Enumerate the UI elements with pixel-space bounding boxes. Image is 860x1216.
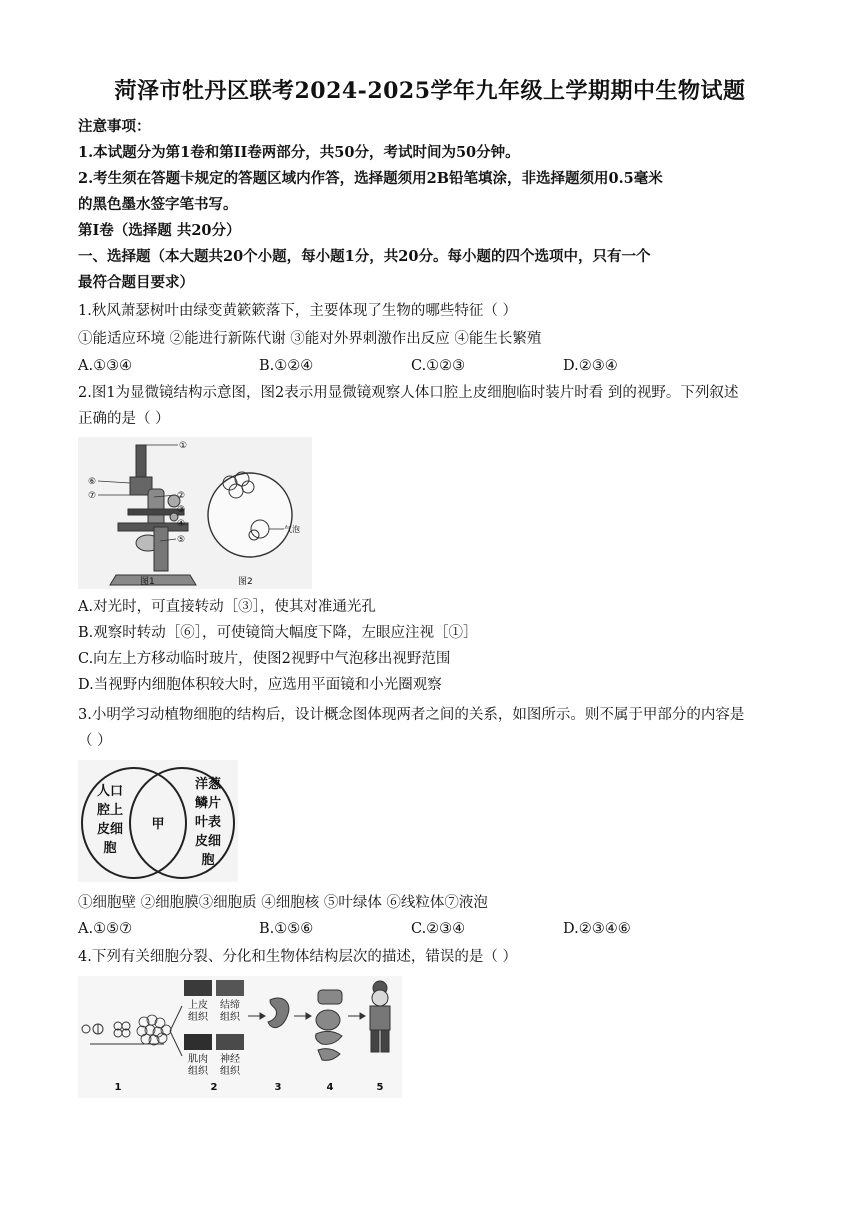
venn-right-line-3: 叶表 <box>194 815 222 830</box>
section-instructions-a: 一、选择题（本大题共20个小题，每小题1分，共20分。每小题的四个选项中，只有一个 <box>78 248 651 265</box>
q3-option-b: B.①⑤⑥ <box>259 921 314 937</box>
q2-option-b: B.观察时转动［⑥］，可使镜筒大幅度下降，左眼应注视［①］ <box>78 625 478 641</box>
q2-option-d: D.当视野内细胞体积较大时，应选用平面镜和小光圈观察 <box>78 677 442 693</box>
stage-label-4: 4 <box>326 1082 334 1093</box>
fig1-label-3: ③ <box>177 505 186 515</box>
q1-stem: 1.秋风萧瑟树叶由绿变黄簌簌落下，主要体现了生物的哪些特征（ ） <box>78 303 517 319</box>
q1-option-d: D.②③④ <box>563 358 618 374</box>
tissue-nerve: 神经 <box>220 1054 240 1065</box>
q1-option-a: A.①③④ <box>78 358 133 374</box>
structure-levels-figure <box>78 976 402 1098</box>
fig1-label-5: ⑤ <box>177 535 186 545</box>
stage-label-5: 5 <box>376 1082 384 1093</box>
tissue-connective-2: 组织 <box>220 1012 240 1023</box>
bubble-label: 气泡 <box>284 525 300 534</box>
notice-heading: 注意事项： <box>78 118 151 135</box>
q2-stem-a: 2.图1为显微镜结构示意图，图2表示用显微镜观察人体口腔上皮细胞临时装片时看 到的视野。下列叙述 <box>78 385 739 401</box>
tissue-nerve-2: 组织 <box>220 1066 240 1077</box>
venn-left-line-3: 皮细 <box>96 822 124 837</box>
venn-right-line-1: 洋葱 <box>194 777 222 792</box>
stage-label-1: 1 <box>114 1082 122 1093</box>
fig1-label-4: ④ <box>177 519 186 529</box>
venn-left-line-1: 人口 <box>96 784 124 799</box>
tissue-epithelial: 上皮 <box>188 1000 208 1011</box>
notice-item-2a: 2.考生须在答题卡规定的答题区域内作答，选择题须用2B铅笔填涂，非选择题须用0.5毫米 <box>78 170 663 187</box>
q1-features: ①能适应环境 ②能进行新陈代谢 ③能对外界刺激作出反应 ④能生长繁殖 <box>78 331 542 347</box>
venn-right-line-5: 胞 <box>201 853 215 868</box>
q1-option-b: B.①②④ <box>259 358 314 374</box>
venn-left-line-4: 胞 <box>103 841 117 856</box>
notice-item-1: 1.本试题分为第1卷和第II卷两部分，共50分，考试时间为50分钟。 <box>78 144 520 161</box>
tissue-muscle-2: 组织 <box>188 1066 208 1077</box>
fig1-caption: 图1 <box>140 577 155 587</box>
q2-option-a: A.对光时，可直接转动［③］，使其对准通光孔 <box>78 599 376 615</box>
q3-stem-b: （ ） <box>78 733 112 749</box>
venn-right-line-4: 皮细 <box>194 834 222 849</box>
microscope-figure <box>78 437 312 589</box>
tissue-muscle: 肌肉 <box>188 1054 208 1065</box>
q2-option-c: C.向左上方移动临时玻片，使图2视野中气泡移出视野范围 <box>78 651 451 667</box>
tissue-epithelial-2: 组织 <box>188 1012 208 1023</box>
fig1-label-6: ⑥ <box>88 477 97 487</box>
exam-title: 菏泽市牡丹区联考2024-2025学年九年级上学期期中生物试题 <box>114 78 746 104</box>
q1-option-c: C.①②③ <box>411 358 466 374</box>
venn-diagram <box>78 760 238 882</box>
tissue-connective: 结缔 <box>220 1000 240 1011</box>
fig1-label-2: ② <box>177 491 186 501</box>
q3-option-d: D.②③④⑥ <box>563 921 631 937</box>
stage-label-3: 3 <box>274 1082 282 1093</box>
venn-left-line-2: 腔上 <box>96 803 124 818</box>
fig2-caption: 图2 <box>238 577 253 587</box>
q3-stem-a: 3.小明学习动植物细胞的结构后，设计概念图体现两者之间的关系，如图所示。则不属于甲部分的内容是 <box>78 707 745 723</box>
fig1-label-7: ⑦ <box>88 491 97 501</box>
section-instructions-b: 最符合题目要求） <box>78 274 194 291</box>
venn-right-line-2: 鳞片 <box>194 796 222 811</box>
q4-stem: 4.下列有关细胞分裂、分化和生物体结构层次的描述，错误的是（ ） <box>78 949 517 965</box>
q3-parts: ①细胞壁 ②细胞膜③细胞质 ④细胞核 ⑤叶绿体 ⑥线粒体⑦液泡 <box>78 895 488 911</box>
notice-item-2b: 的黑色墨水签字笔书写。 <box>78 196 238 213</box>
q3-option-c: C.②③④ <box>411 921 466 937</box>
stage-label-2: 2 <box>210 1082 218 1093</box>
section-heading: 第I卷（选择题 共20分） <box>78 222 241 239</box>
q3-option-a: A.①⑤⑦ <box>78 921 133 937</box>
fig1-label-1: ① <box>179 441 188 451</box>
q2-stem-b: 正确的是（ ） <box>78 411 170 427</box>
venn-middle-label: 甲 <box>151 817 165 832</box>
